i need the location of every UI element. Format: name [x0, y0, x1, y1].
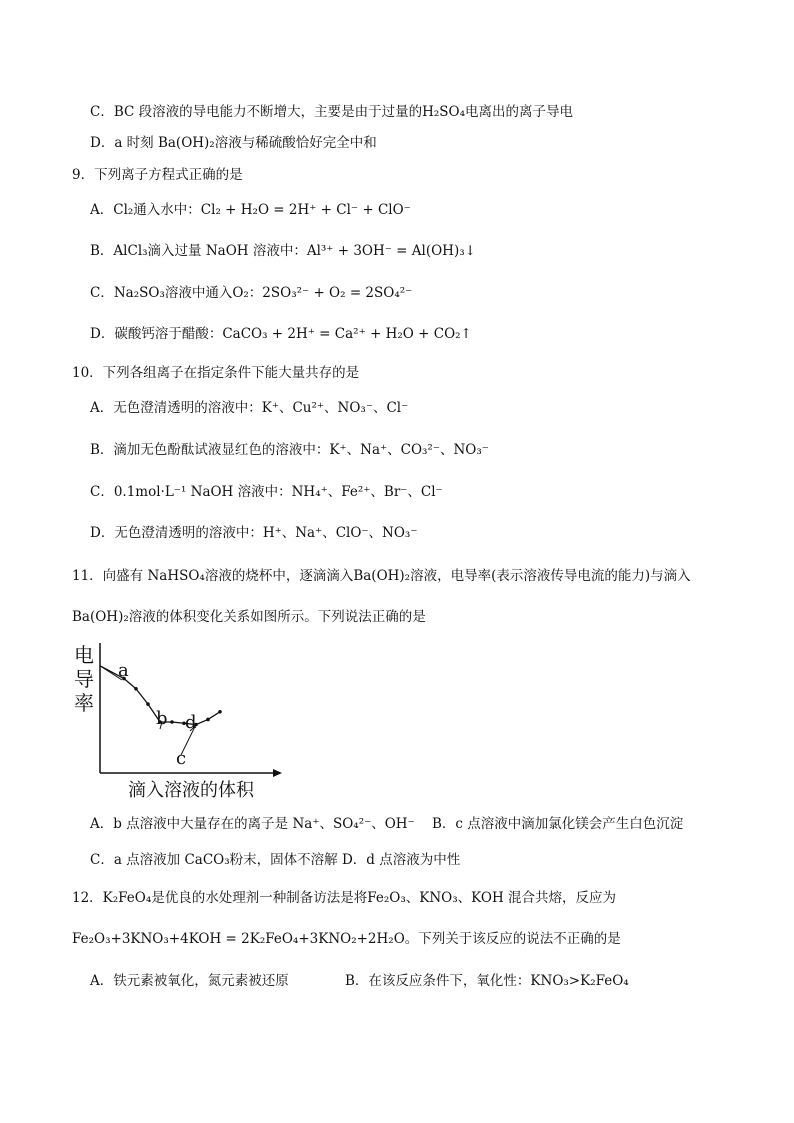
q10-option-c: C．0.1mol·L⁻¹ NaOH 溶液中：NH₄⁺、Fe²⁺、Br⁻、Cl⁻	[90, 484, 443, 500]
q12-option-a: A．铁元素被氧化，氮元素被还原	[90, 973, 289, 989]
q9-option-a: A．Cl₂通入水中：Cl₂ + H₂O = 2H⁺ + Cl⁻ + ClO⁻	[90, 202, 411, 218]
q10-option-b: B．滴加无色酚酞试液显红色的溶液中：K⁺、Na⁺、CO₃²⁻、NO₃⁻	[90, 442, 489, 458]
question-9-stem: 9．下列离子方程式正确的是	[72, 167, 243, 183]
question-10-stem: 10．下列各组离子在指定条件下能大量共存的是	[72, 365, 360, 381]
question-12-stem: 12．K₂FeO₄是优良的水处理剂一种制备访法是将Fe₂O₃、KNO₃、KOH 混合共熔，反应为	[72, 890, 617, 906]
conductivity-figure	[70, 643, 295, 801]
q9-option-b: B．AlCl₃滴入过量 NaOH 溶液中：Al³⁺ + 3OH⁻ = Al(OH)₃↓	[90, 243, 476, 259]
question-11-stem-cont: Ba(OH)₂溶液的体积变化关系如图所示。下列说法正确的是	[72, 609, 426, 625]
point-label-b: b	[156, 708, 168, 729]
question-11-stem: 11．向盛有 NaHSO₄溶液的烧杯中，逐滴滴入Ba(OH)₂溶液，电导率(表示溶液传导电流的能力)与滴入	[72, 568, 691, 584]
data-point	[170, 720, 174, 724]
x-axis-arrow	[273, 769, 282, 777]
q9-option-d: D．碳酸钙溶于醋酸：CaCO₃ + 2H⁺ = Ca²⁺ + H₂O + CO₂↑	[90, 326, 472, 342]
data-point	[134, 687, 138, 691]
data-point	[146, 702, 150, 706]
q11-option-c-d: C．a 点溶液加 CaCO₃粉末，固体不溶解 D．d 点溶液为中性	[90, 852, 461, 868]
question-12-equation: Fe₂O₃+3KNO₃+4KOH = 2K₂FeO₄+3KNO₂+2H₂O。下列关于该反应的说法不正确的是	[72, 931, 621, 947]
option-d-q8: D．a 时刻 Ba(OH)₂溶液与稀硫酸恰好完全中和	[90, 135, 377, 151]
q12-option-b: B．在该反应条件下，氧化性：KNO₃>K₂FeO₄	[345, 973, 629, 989]
q11-option-b: B．c 点溶液中滴加氯化镁会产生白色沉淀	[432, 816, 684, 832]
q9-option-c: C．Na₂SO₃溶液中通入O₂：2SO₃²⁻ + O₂ = 2SO₄²⁻	[90, 285, 413, 301]
data-point	[218, 710, 222, 714]
q11-option-a: A．b 点溶液中大量存在的离子是 Na⁺、SO₄²⁻、OH⁻	[90, 816, 415, 832]
q10-option-d: D．无色澄清透明的溶液中：H⁺、Na⁺、ClO⁻、NO₃⁻	[90, 525, 418, 541]
option-c-q8: C．BC 段溶液的导电能力不断增大，主要是由于过量的H₂SO₄电离出的离子导电	[90, 104, 574, 120]
x-axis-label: 滴入溶液的体积	[128, 780, 254, 801]
q10-option-a: A．无色澄清透明的溶液中：K⁺、Cu²⁺、NO₃⁻、Cl⁻	[90, 400, 409, 416]
point-label-d: d	[185, 712, 197, 733]
y-axis-label: 电导率	[74, 643, 94, 715]
point-label-c: c	[176, 748, 187, 769]
data-point	[206, 718, 210, 722]
point-label-a: a	[118, 660, 129, 681]
